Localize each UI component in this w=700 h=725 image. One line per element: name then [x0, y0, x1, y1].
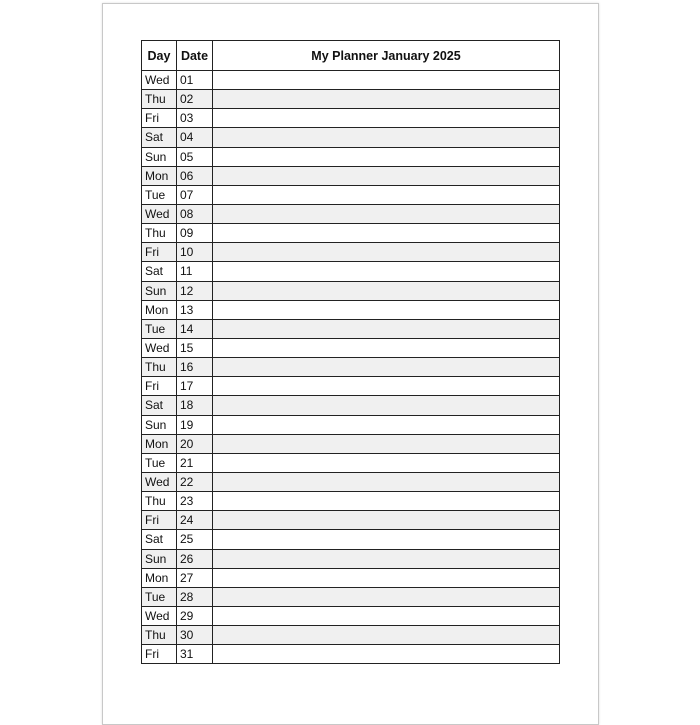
- date-cell: 18: [177, 396, 213, 415]
- notes-cell[interactable]: [213, 319, 560, 338]
- day-cell: Tue: [142, 587, 177, 606]
- notes-cell[interactable]: [213, 530, 560, 549]
- day-cell: Mon: [142, 166, 177, 185]
- day-cell: Fri: [142, 645, 177, 664]
- notes-cell[interactable]: [213, 415, 560, 434]
- notes-cell[interactable]: [213, 587, 560, 606]
- table-row: [142, 415, 560, 434]
- table-row: [142, 109, 560, 128]
- notes-cell[interactable]: [213, 472, 560, 491]
- day-cell: Sun: [142, 549, 177, 568]
- notes-cell[interactable]: [213, 358, 560, 377]
- notes-cell[interactable]: [213, 453, 560, 472]
- date-cell: 17: [177, 377, 213, 396]
- date-header: Date: [177, 41, 213, 71]
- table-row: [142, 319, 560, 338]
- date-cell: 16: [177, 358, 213, 377]
- table-row: [142, 90, 560, 109]
- date-cell: 10: [177, 243, 213, 262]
- notes-cell[interactable]: [213, 109, 560, 128]
- day-cell: Sat: [142, 530, 177, 549]
- notes-cell[interactable]: [213, 204, 560, 223]
- notes-cell[interactable]: [213, 645, 560, 664]
- table-row: [142, 396, 560, 415]
- table-row: [142, 338, 560, 357]
- date-cell: 22: [177, 472, 213, 491]
- date-cell: 19: [177, 415, 213, 434]
- date-cell: 15: [177, 338, 213, 357]
- day-cell: Mon: [142, 300, 177, 319]
- day-cell: Wed: [142, 338, 177, 357]
- table-row: [142, 71, 560, 90]
- day-cell: Sat: [142, 128, 177, 147]
- table-row: [142, 472, 560, 491]
- day-cell: Thu: [142, 626, 177, 645]
- date-cell: 29: [177, 606, 213, 625]
- date-cell: 05: [177, 147, 213, 166]
- table-row: [142, 358, 560, 377]
- notes-cell[interactable]: [213, 262, 560, 281]
- date-cell: 26: [177, 549, 213, 568]
- table-row: [142, 492, 560, 511]
- notes-cell[interactable]: [213, 338, 560, 357]
- date-cell: 08: [177, 204, 213, 223]
- day-cell: Thu: [142, 492, 177, 511]
- day-cell: Fri: [142, 243, 177, 262]
- notes-cell[interactable]: [213, 90, 560, 109]
- day-cell: Wed: [142, 606, 177, 625]
- day-cell: Fri: [142, 377, 177, 396]
- day-cell: Sun: [142, 147, 177, 166]
- table-row: [142, 568, 560, 587]
- notes-cell[interactable]: [213, 224, 560, 243]
- notes-cell[interactable]: [213, 434, 560, 453]
- date-cell: 09: [177, 224, 213, 243]
- notes-cell[interactable]: [213, 300, 560, 319]
- table-row: [142, 281, 560, 300]
- day-cell: Mon: [142, 434, 177, 453]
- table-row: [142, 300, 560, 319]
- table-row: [142, 128, 560, 147]
- date-cell: 14: [177, 319, 213, 338]
- date-cell: 30: [177, 626, 213, 645]
- date-cell: 23: [177, 492, 213, 511]
- day-cell: Tue: [142, 319, 177, 338]
- day-cell: Sat: [142, 262, 177, 281]
- notes-cell[interactable]: [213, 396, 560, 415]
- notes-cell[interactable]: [213, 511, 560, 530]
- day-cell: Fri: [142, 109, 177, 128]
- day-cell: Thu: [142, 224, 177, 243]
- date-cell: 07: [177, 185, 213, 204]
- day-cell: Thu: [142, 90, 177, 109]
- date-cell: 03: [177, 109, 213, 128]
- notes-cell[interactable]: [213, 606, 560, 625]
- planner-table: [141, 40, 560, 664]
- table-row: [142, 453, 560, 472]
- table-row: [142, 645, 560, 664]
- notes-cell[interactable]: [213, 128, 560, 147]
- date-cell: 06: [177, 166, 213, 185]
- notes-cell[interactable]: [213, 492, 560, 511]
- notes-cell[interactable]: [213, 549, 560, 568]
- day-cell: Wed: [142, 204, 177, 223]
- table-row: [142, 530, 560, 549]
- table-row: [142, 511, 560, 530]
- notes-cell[interactable]: [213, 185, 560, 204]
- table-row: [142, 549, 560, 568]
- notes-cell[interactable]: [213, 626, 560, 645]
- notes-cell[interactable]: [213, 166, 560, 185]
- table-row: [142, 224, 560, 243]
- header-row: [142, 41, 560, 71]
- date-cell: 20: [177, 434, 213, 453]
- day-cell: Fri: [142, 511, 177, 530]
- day-cell: Tue: [142, 185, 177, 204]
- table-row: [142, 262, 560, 281]
- table-row: [142, 166, 560, 185]
- notes-cell[interactable]: [213, 568, 560, 587]
- day-cell: Wed: [142, 71, 177, 90]
- day-cell: Sat: [142, 396, 177, 415]
- date-cell: 01: [177, 71, 213, 90]
- notes-cell[interactable]: [213, 377, 560, 396]
- table-row: [142, 185, 560, 204]
- table-row: [142, 587, 560, 606]
- day-header: Day: [142, 41, 177, 71]
- date-cell: 28: [177, 587, 213, 606]
- table-row: [142, 434, 560, 453]
- date-cell: 24: [177, 511, 213, 530]
- date-cell: 21: [177, 453, 213, 472]
- date-cell: 25: [177, 530, 213, 549]
- day-cell: Thu: [142, 358, 177, 377]
- table-row: [142, 626, 560, 645]
- table-row: [142, 243, 560, 262]
- table-row: [142, 606, 560, 625]
- date-cell: 02: [177, 90, 213, 109]
- table-row: [142, 147, 560, 166]
- notes-cell[interactable]: [213, 243, 560, 262]
- date-cell: 13: [177, 300, 213, 319]
- date-cell: 11: [177, 262, 213, 281]
- date-cell: 12: [177, 281, 213, 300]
- table-row: [142, 377, 560, 396]
- notes-cell[interactable]: [213, 281, 560, 300]
- day-cell: Tue: [142, 453, 177, 472]
- day-cell: Mon: [142, 568, 177, 587]
- notes-cell[interactable]: [213, 71, 560, 90]
- date-cell: 04: [177, 128, 213, 147]
- planner-title: My Planner January 2025: [213, 41, 560, 71]
- date-cell: 27: [177, 568, 213, 587]
- day-cell: Sun: [142, 415, 177, 434]
- date-cell: 31: [177, 645, 213, 664]
- notes-cell[interactable]: [213, 147, 560, 166]
- day-cell: Wed: [142, 472, 177, 491]
- day-cell: Sun: [142, 281, 177, 300]
- table-row: [142, 204, 560, 223]
